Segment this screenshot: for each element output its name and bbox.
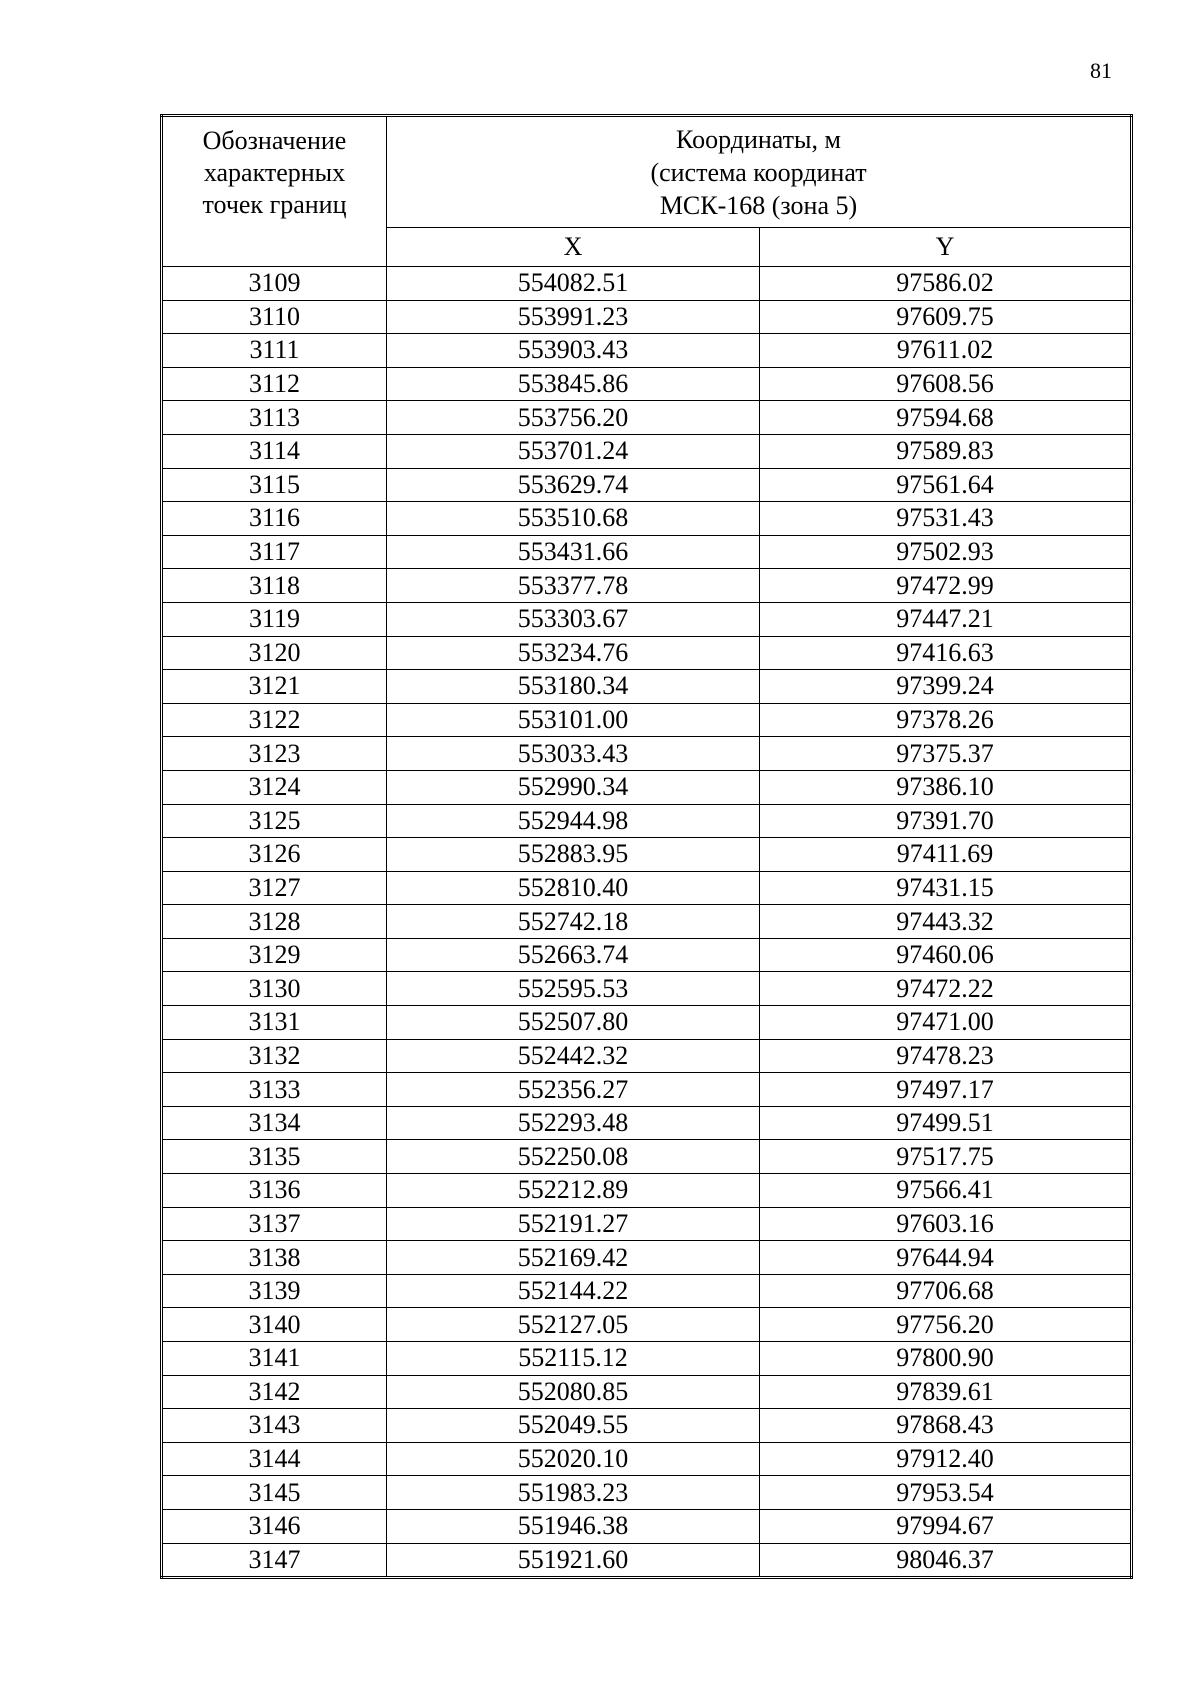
- y-coordinate-cell: 97594.68: [760, 401, 1132, 435]
- x-coordinate-cell: 552990.34: [387, 770, 760, 804]
- y-coordinate-cell: 97561.64: [760, 468, 1132, 502]
- point-id-cell: 3122: [162, 703, 387, 737]
- point-id-cell: 3119: [162, 602, 387, 636]
- y-coordinate-cell: 97644.94: [760, 1241, 1132, 1275]
- table-row: [162, 1375, 1132, 1409]
- y-coordinate-cell: 97472.22: [760, 972, 1132, 1006]
- point-id-cell: 3129: [162, 938, 387, 972]
- table-row: [162, 267, 1132, 301]
- y-coordinate-cell: 97375.37: [760, 737, 1132, 771]
- x-coordinate-cell: 552080.85: [387, 1375, 760, 1409]
- table-row: [162, 1106, 1132, 1140]
- point-id-cell: 3133: [162, 1073, 387, 1107]
- point-id-cell: 3121: [162, 670, 387, 704]
- table-row: [162, 401, 1132, 435]
- x-coordinate-cell: 553101.00: [387, 703, 760, 737]
- x-coordinate-cell: 552742.18: [387, 905, 760, 939]
- points-column-header: Обозначение характерных точек границ: [162, 116, 387, 267]
- point-id-cell: 3123: [162, 737, 387, 771]
- y-coordinate-cell: 97497.17: [760, 1073, 1132, 1107]
- y-coordinate-cell: 97994.67: [760, 1509, 1132, 1543]
- table-row: [162, 1442, 1132, 1476]
- point-id-cell: 3111: [162, 334, 387, 368]
- point-id-cell: 3109: [162, 267, 387, 301]
- y-coordinate-cell: 97478.23: [760, 1039, 1132, 1073]
- table-row: [162, 905, 1132, 939]
- point-id-cell: 3131: [162, 1006, 387, 1040]
- y-coordinate-cell: 97416.63: [760, 636, 1132, 670]
- x-coordinate-cell: 552127.05: [387, 1308, 760, 1342]
- table-body: [162, 267, 1132, 1578]
- y-coordinate-cell: 97499.51: [760, 1106, 1132, 1140]
- x-coordinate-cell: 552944.98: [387, 804, 760, 838]
- page-number: 81: [1090, 58, 1112, 83]
- table-row: [162, 602, 1132, 636]
- x-column-header: X: [387, 228, 760, 267]
- x-coordinate-cell: 553234.76: [387, 636, 760, 670]
- table-row: [162, 1039, 1132, 1073]
- coordinates-table: [160, 114, 1133, 1579]
- point-id-cell: 3127: [162, 871, 387, 905]
- point-id-cell: 3113: [162, 401, 387, 435]
- y-coordinate-cell: 97953.54: [760, 1476, 1132, 1510]
- y-coordinate-cell: 97391.70: [760, 804, 1132, 838]
- point-id-cell: 3142: [162, 1375, 387, 1409]
- table-row: [162, 1308, 1132, 1342]
- y-column-header: Y: [760, 228, 1132, 267]
- x-coordinate-cell: 552144.22: [387, 1274, 760, 1308]
- x-coordinate-cell: 551921.60: [387, 1543, 760, 1578]
- y-coordinate-cell: 97586.02: [760, 267, 1132, 301]
- table-row: [162, 1241, 1132, 1275]
- point-id-cell: 3128: [162, 905, 387, 939]
- y-coordinate-cell: 97517.75: [760, 1140, 1132, 1174]
- point-id-cell: 3110: [162, 300, 387, 334]
- point-id-cell: 3125: [162, 804, 387, 838]
- point-id-cell: 3114: [162, 434, 387, 468]
- table-row: [162, 737, 1132, 771]
- x-coordinate-cell: 552115.12: [387, 1342, 760, 1376]
- point-id-cell: 3130: [162, 972, 387, 1006]
- x-coordinate-cell: 552507.80: [387, 1006, 760, 1040]
- y-coordinate-cell: 97756.20: [760, 1308, 1132, 1342]
- table-row: [162, 938, 1132, 972]
- y-coordinate-cell: 97566.41: [760, 1174, 1132, 1208]
- x-coordinate-cell: 553377.78: [387, 569, 760, 603]
- table-row: [162, 367, 1132, 401]
- y-coordinate-cell: 97386.10: [760, 770, 1132, 804]
- y-coordinate-cell: 97378.26: [760, 703, 1132, 737]
- x-coordinate-cell: 553701.24: [387, 434, 760, 468]
- table-row: [162, 703, 1132, 737]
- table-row: [162, 871, 1132, 905]
- table-header: [162, 116, 1132, 267]
- point-id-cell: 3135: [162, 1140, 387, 1174]
- x-coordinate-cell: 552442.32: [387, 1039, 760, 1073]
- x-coordinate-cell: 554082.51: [387, 267, 760, 301]
- point-id-cell: 3137: [162, 1207, 387, 1241]
- y-coordinate-cell: 98046.37: [760, 1543, 1132, 1578]
- point-id-cell: 3144: [162, 1442, 387, 1476]
- point-id-cell: 3117: [162, 535, 387, 569]
- y-coordinate-cell: 97502.93: [760, 535, 1132, 569]
- y-coordinate-cell: 97839.61: [760, 1375, 1132, 1409]
- table-row: [162, 1006, 1132, 1040]
- x-coordinate-cell: 553033.43: [387, 737, 760, 771]
- table-row: [162, 770, 1132, 804]
- table-row: [162, 838, 1132, 872]
- y-coordinate-cell: 97706.68: [760, 1274, 1132, 1308]
- x-coordinate-cell: 553510.68: [387, 502, 760, 536]
- coordinates-group-header: Координаты, м (система координат МСК-168 (зона 5): [387, 116, 1132, 228]
- y-coordinate-cell: 97912.40: [760, 1442, 1132, 1476]
- x-coordinate-cell: 552883.95: [387, 838, 760, 872]
- table-row: [162, 334, 1132, 368]
- point-id-cell: 3141: [162, 1342, 387, 1376]
- x-coordinate-cell: 553845.86: [387, 367, 760, 401]
- point-id-cell: 3139: [162, 1274, 387, 1308]
- point-id-cell: 3120: [162, 636, 387, 670]
- x-coordinate-cell: 553180.34: [387, 670, 760, 704]
- point-id-cell: 3136: [162, 1174, 387, 1208]
- table-row: [162, 1476, 1132, 1510]
- table-row: [162, 468, 1132, 502]
- x-coordinate-cell: 552020.10: [387, 1442, 760, 1476]
- x-coordinate-cell: 553903.43: [387, 334, 760, 368]
- x-coordinate-cell: 552191.27: [387, 1207, 760, 1241]
- point-id-cell: 3138: [162, 1241, 387, 1275]
- x-coordinate-cell: 552293.48: [387, 1106, 760, 1140]
- y-coordinate-cell: 97399.24: [760, 670, 1132, 704]
- y-coordinate-cell: 97443.32: [760, 905, 1132, 939]
- point-id-cell: 3116: [162, 502, 387, 536]
- y-coordinate-cell: 97603.16: [760, 1207, 1132, 1241]
- table-row: [162, 972, 1132, 1006]
- x-coordinate-cell: 553303.67: [387, 602, 760, 636]
- y-coordinate-cell: 97411.69: [760, 838, 1132, 872]
- point-id-cell: 3146: [162, 1509, 387, 1543]
- table-row: [162, 1543, 1132, 1578]
- y-coordinate-cell: 97531.43: [760, 502, 1132, 536]
- y-coordinate-cell: 97431.15: [760, 871, 1132, 905]
- table-row: [162, 434, 1132, 468]
- table-row: [162, 1073, 1132, 1107]
- point-id-cell: 3126: [162, 838, 387, 872]
- x-coordinate-cell: 552250.08: [387, 1140, 760, 1174]
- x-coordinate-cell: 553991.23: [387, 300, 760, 334]
- point-id-cell: 3143: [162, 1409, 387, 1443]
- table-row: [162, 1509, 1132, 1543]
- y-coordinate-cell: 97460.06: [760, 938, 1132, 972]
- point-id-cell: 3118: [162, 569, 387, 603]
- x-coordinate-cell: 551983.23: [387, 1476, 760, 1510]
- table-row: [162, 300, 1132, 334]
- x-coordinate-cell: 552169.42: [387, 1241, 760, 1275]
- table-row: [162, 636, 1132, 670]
- table-row: [162, 1409, 1132, 1443]
- x-coordinate-cell: 552810.40: [387, 871, 760, 905]
- y-coordinate-cell: 97472.99: [760, 569, 1132, 603]
- y-coordinate-cell: 97447.21: [760, 602, 1132, 636]
- x-coordinate-cell: 552356.27: [387, 1073, 760, 1107]
- point-id-cell: 3132: [162, 1039, 387, 1073]
- y-coordinate-cell: 97800.90: [760, 1342, 1132, 1376]
- table-row: [162, 670, 1132, 704]
- point-id-cell: 3115: [162, 468, 387, 502]
- point-id-cell: 3145: [162, 1476, 387, 1510]
- x-coordinate-cell: 552595.53: [387, 972, 760, 1006]
- table-row: [162, 1274, 1132, 1308]
- table-row: [162, 804, 1132, 838]
- y-coordinate-cell: 97609.75: [760, 300, 1132, 334]
- x-coordinate-cell: 552663.74: [387, 938, 760, 972]
- y-coordinate-cell: 97471.00: [760, 1006, 1132, 1040]
- point-id-cell: 3140: [162, 1308, 387, 1342]
- table-row: [162, 535, 1132, 569]
- x-coordinate-cell: 553431.66: [387, 535, 760, 569]
- y-coordinate-cell: 97868.43: [760, 1409, 1132, 1443]
- table-row: [162, 569, 1132, 603]
- table-row: [162, 1140, 1132, 1174]
- y-coordinate-cell: 97608.56: [760, 367, 1132, 401]
- point-id-cell: 3124: [162, 770, 387, 804]
- x-coordinate-cell: 552212.89: [387, 1174, 760, 1208]
- table-row: [162, 1342, 1132, 1376]
- point-id-cell: 3134: [162, 1106, 387, 1140]
- point-id-cell: 3147: [162, 1543, 387, 1578]
- x-coordinate-cell: 552049.55: [387, 1409, 760, 1443]
- table-row: [162, 1174, 1132, 1208]
- x-coordinate-cell: 553756.20: [387, 401, 760, 435]
- table-row: [162, 1207, 1132, 1241]
- y-coordinate-cell: 97611.02: [760, 334, 1132, 368]
- table-row: [162, 502, 1132, 536]
- x-coordinate-cell: 551946.38: [387, 1509, 760, 1543]
- point-id-cell: 3112: [162, 367, 387, 401]
- x-coordinate-cell: 553629.74: [387, 468, 760, 502]
- y-coordinate-cell: 97589.83: [760, 434, 1132, 468]
